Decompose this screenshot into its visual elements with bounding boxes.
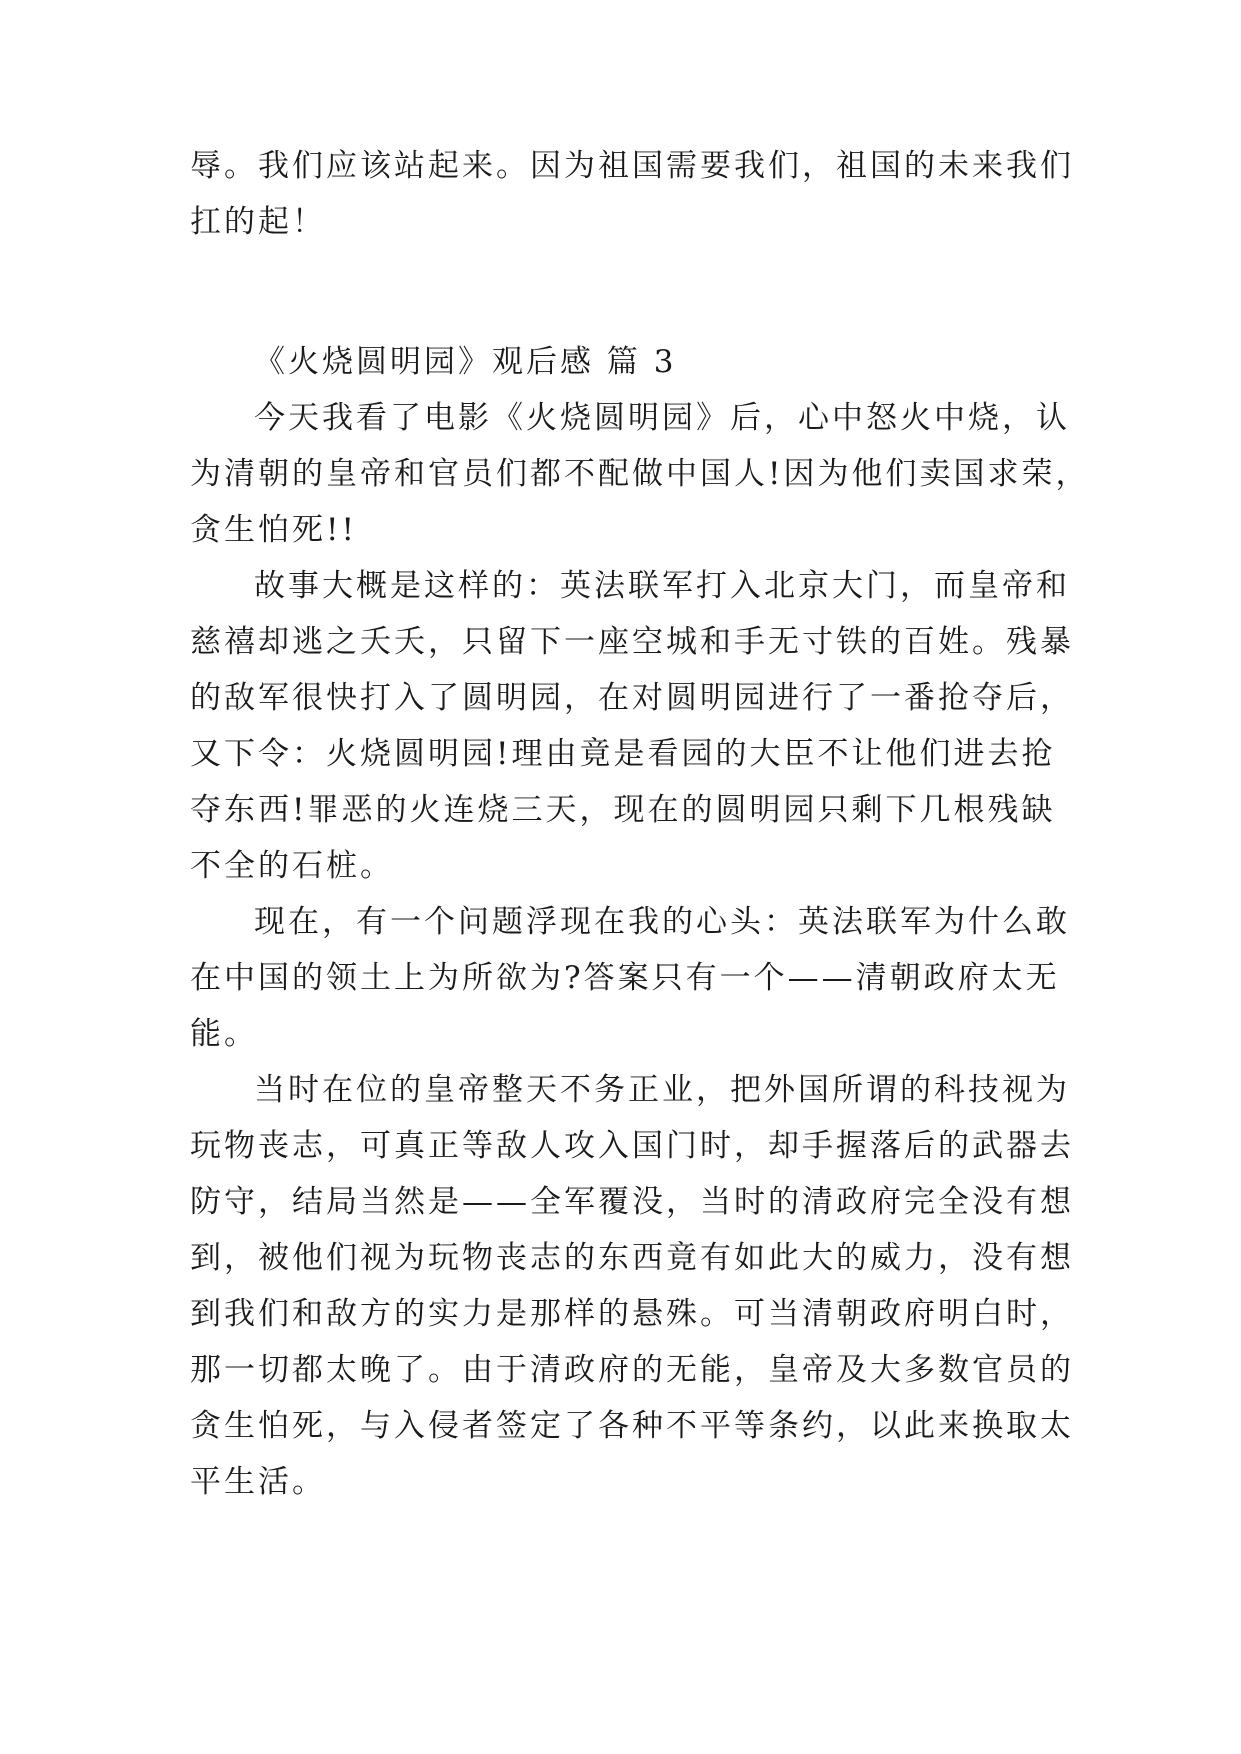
text-line: 扛的起！	[190, 204, 326, 240]
text-line: 为清朝的皇帝和官员们都不配做中国人!因为他们卖国求荣，	[190, 456, 1090, 492]
text-line: 那一切都太晚了。由于清政府的无能，皇帝及大多数官员的	[190, 1352, 1074, 1388]
text-line: 到，被他们视为玩物丧志的东西竟有如此大的威力，没有想	[190, 1240, 1074, 1276]
text-line: 玩物丧志，可真正等敌人攻入国门时，却手握落后的武器去	[190, 1128, 1074, 1164]
text-line: 当时在位的皇帝整天不务正业，把外国所谓的科技视为	[254, 1072, 1070, 1108]
text-line: 现在，有一个问题浮现在我的心头：英法联军为什么敢	[254, 904, 1070, 940]
text-line: 在中国的领土上为所欲为?答案只有一个——清朝政府太无	[190, 960, 1060, 996]
text-line: 辱。我们应该站起来。因为祖国需要我们，祖国的未来我们	[190, 148, 1074, 184]
text-line: 不全的石桩。	[190, 848, 394, 884]
paragraph-3	[190, 894, 1070, 1062]
text-line: 又下令：火烧圆明园!理由竟是看园的大臣不让他们进去抢	[190, 736, 1056, 772]
text-line: 到我们和敌方的实力是那样的悬殊。可当清朝政府明白时，	[190, 1296, 1074, 1332]
continuation-paragraph	[190, 138, 1074, 250]
section-title: 《火烧圆明园》观后感 篇 3	[254, 344, 677, 380]
paragraph-1	[190, 390, 1090, 558]
text-line: 慈禧却逃之夭夭，只留下一座空城和手无寸铁的百姓。残暴	[190, 624, 1074, 660]
text-line: 故事大概是这样的：英法联军打入北京大门，而皇帝和	[254, 568, 1070, 604]
text-line: 贪生怕死!!	[190, 512, 357, 548]
text-line: 能。	[190, 1016, 258, 1052]
text-line: 夺东西!罪恶的火连烧三天，现在的圆明园只剩下几根残缺	[190, 792, 1056, 828]
text-line: 的敌军很快打入了圆明园，在对圆明园进行了一番抢夺后，	[190, 680, 1074, 716]
paragraph-2	[190, 558, 1074, 894]
text-line: 平生活。	[190, 1464, 326, 1500]
paragraph-4	[190, 1062, 1074, 1510]
text-line: 贪生怕死，与入侵者签定了各种不平等条约，以此来换取太	[190, 1408, 1074, 1444]
text-line: 今天我看了电影《火烧圆明园》后，心中怒火中烧，认	[254, 400, 1070, 436]
text-line: 防守，结局当然是——全军覆没，当时的清政府完全没有想	[190, 1184, 1074, 1220]
